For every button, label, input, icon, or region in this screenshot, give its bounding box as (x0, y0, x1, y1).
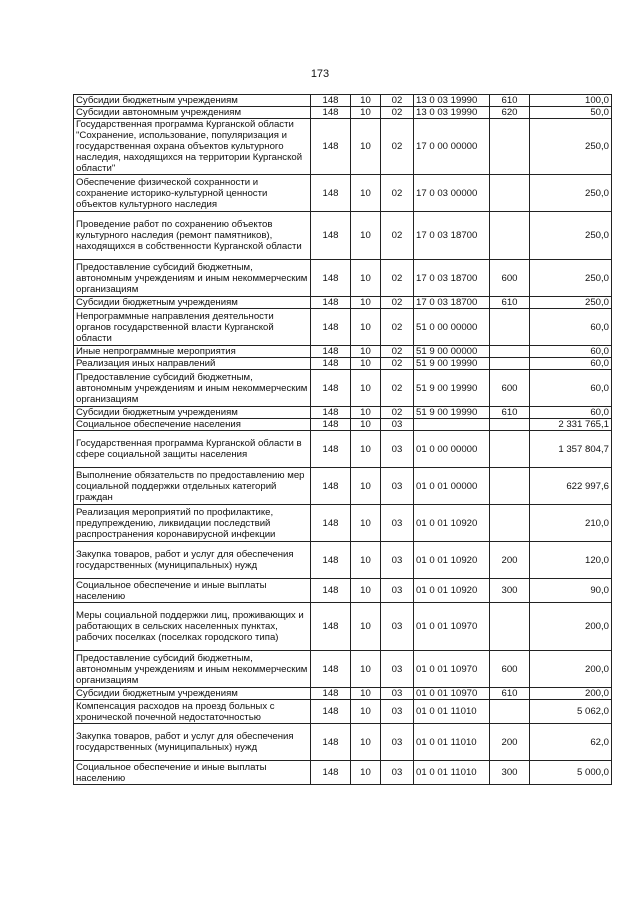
cell-name: Субсидии автономным учреждениям (74, 107, 311, 119)
cell-name: Непрограммные направления деятельности органов государственной власти Курганской области (74, 309, 311, 346)
cell-sum: 200,0 (530, 603, 612, 651)
cell-name: Субсидии бюджетным учреждениям (74, 688, 311, 700)
table-row (74, 724, 612, 761)
table-row (74, 309, 612, 346)
cell-rz: 10 (351, 346, 381, 358)
cell-csr: 01 0 01 11010 (414, 724, 490, 761)
cell-sum: 2 331 765,1 (530, 419, 612, 431)
table-row (74, 761, 612, 785)
cell-rz: 10 (351, 761, 381, 785)
cell-ved: 148 (311, 761, 351, 785)
table-row (74, 468, 612, 505)
cell-sum: 120,0 (530, 542, 612, 579)
table-row (74, 431, 612, 468)
cell-name: Меры социальной поддержки лиц, проживающих и работающих в сельских населенных пунктах, рабочих поселках (поселках городского типа) (74, 603, 311, 651)
cell-sum: 250,0 (530, 260, 612, 297)
cell-sum: 210,0 (530, 505, 612, 542)
cell-vr: 600 (490, 370, 530, 407)
cell-name: Социальное обеспечение и иные выплаты населению (74, 761, 311, 785)
cell-ved: 148 (311, 297, 351, 309)
cell-csr: 01 0 01 10920 (414, 542, 490, 579)
cell-name: Субсидии бюджетным учреждениям (74, 297, 311, 309)
cell-rz: 10 (351, 542, 381, 579)
cell-vr: 300 (490, 579, 530, 603)
cell-name: Предоставление субсидий бюджетным, автономным учреждениям и иным некоммерческим организациям (74, 260, 311, 297)
cell-csr: 01 0 01 10970 (414, 603, 490, 651)
cell-csr: 51 9 00 00000 (414, 346, 490, 358)
cell-ved: 148 (311, 370, 351, 407)
cell-pr: 02 (381, 260, 414, 297)
cell-sum: 200,0 (530, 688, 612, 700)
cell-rz: 10 (351, 419, 381, 431)
table-row (74, 107, 612, 119)
cell-sum: 250,0 (530, 297, 612, 309)
cell-vr (490, 212, 530, 260)
cell-rz: 10 (351, 688, 381, 700)
cell-name: Государственная программа Курганской области в сфере социальной защиты населения (74, 431, 311, 468)
cell-ved: 148 (311, 651, 351, 688)
cell-vr (490, 119, 530, 175)
cell-csr: 01 0 01 00000 (414, 468, 490, 505)
table-row (74, 579, 612, 603)
cell-name: Государственная программа Курганской области "Сохранение, использование, популяризация и государственная охрана объектов культурного наследия, находящихся на территории Курганской области" (74, 119, 311, 175)
cell-pr: 03 (381, 542, 414, 579)
cell-csr: 01 0 01 11010 (414, 761, 490, 785)
cell-vr (490, 346, 530, 358)
cell-pr: 03 (381, 688, 414, 700)
cell-sum: 62,0 (530, 724, 612, 761)
cell-csr: 51 9 00 19990 (414, 358, 490, 370)
cell-pr: 02 (381, 370, 414, 407)
cell-rz: 10 (351, 603, 381, 651)
cell-vr (490, 358, 530, 370)
cell-csr: 17 0 03 18700 (414, 212, 490, 260)
cell-name: Предоставление субсидий бюджетным, автономным учреждениям и иным некоммерческим организациям (74, 370, 311, 407)
cell-vr: 620 (490, 107, 530, 119)
cell-pr: 03 (381, 651, 414, 688)
cell-rz: 10 (351, 431, 381, 468)
cell-rz: 10 (351, 119, 381, 175)
cell-name: Иные непрограммные мероприятия (74, 346, 311, 358)
cell-pr: 02 (381, 212, 414, 260)
cell-sum: 60,0 (530, 370, 612, 407)
cell-pr: 02 (381, 309, 414, 346)
cell-ved: 148 (311, 688, 351, 700)
cell-pr: 03 (381, 603, 414, 651)
cell-name: Реализация иных направлений (74, 358, 311, 370)
cell-ved: 148 (311, 542, 351, 579)
cell-name: Субсидии бюджетным учреждениям (74, 407, 311, 419)
cell-sum: 250,0 (530, 119, 612, 175)
cell-ved: 148 (311, 309, 351, 346)
table-row (74, 419, 612, 431)
cell-name: Выполнение обязательств по предоставлению мер социальной поддержки отдельных категорий граждан (74, 468, 311, 505)
cell-pr: 02 (381, 297, 414, 309)
cell-csr: 01 0 00 00000 (414, 431, 490, 468)
cell-name: Компенсация расходов на проезд больных с хронической почечной недостаточностью (74, 700, 311, 724)
cell-pr: 02 (381, 407, 414, 419)
cell-vr (490, 309, 530, 346)
cell-vr (490, 419, 530, 431)
cell-sum: 60,0 (530, 346, 612, 358)
cell-sum: 250,0 (530, 212, 612, 260)
cell-ved: 148 (311, 468, 351, 505)
cell-ved: 148 (311, 358, 351, 370)
table-row (74, 260, 612, 297)
cell-vr: 200 (490, 724, 530, 761)
table-row (74, 212, 612, 260)
table-row (74, 95, 612, 107)
cell-pr: 02 (381, 358, 414, 370)
table-body (74, 95, 612, 785)
cell-vr: 300 (490, 761, 530, 785)
cell-name: Закупка товаров, работ и услуг для обеспечения государственных (муниципальных) нужд (74, 542, 311, 579)
cell-csr: 17 0 03 18700 (414, 297, 490, 309)
cell-name: Субсидии бюджетным учреждениям (74, 95, 311, 107)
cell-sum: 5 000,0 (530, 761, 612, 785)
cell-rz: 10 (351, 724, 381, 761)
table-row (74, 651, 612, 688)
cell-ved: 148 (311, 107, 351, 119)
cell-sum: 60,0 (530, 407, 612, 419)
table-row (74, 297, 612, 309)
cell-sum: 200,0 (530, 651, 612, 688)
cell-ved: 148 (311, 175, 351, 212)
cell-name: Реализация мероприятий по профилактике, предупреждению, ликвидации последствий распространения коронавирусной инфекции (74, 505, 311, 542)
cell-rz: 10 (351, 579, 381, 603)
cell-pr: 03 (381, 700, 414, 724)
cell-sum: 50,0 (530, 107, 612, 119)
table-row (74, 407, 612, 419)
cell-name: Проведение работ по сохранению объектов культурного наследия (ремонт памятников), находящихся в собственности Курганской области (74, 212, 311, 260)
cell-rz: 10 (351, 297, 381, 309)
table-row (74, 542, 612, 579)
cell-rz: 10 (351, 175, 381, 212)
table-row (74, 358, 612, 370)
table-row (74, 700, 612, 724)
cell-sum: 1 357 804,7 (530, 431, 612, 468)
cell-vr: 610 (490, 95, 530, 107)
cell-csr: 01 0 01 10970 (414, 688, 490, 700)
cell-vr (490, 468, 530, 505)
cell-rz: 10 (351, 107, 381, 119)
cell-rz: 10 (351, 309, 381, 346)
cell-name: Закупка товаров, работ и услуг для обеспечения государственных (муниципальных) нужд (74, 724, 311, 761)
cell-ved: 148 (311, 505, 351, 542)
cell-rz: 10 (351, 260, 381, 297)
cell-vr (490, 603, 530, 651)
cell-ved: 148 (311, 579, 351, 603)
cell-rz: 10 (351, 651, 381, 688)
cell-csr: 17 0 00 00000 (414, 119, 490, 175)
cell-csr: 01 0 01 10970 (414, 651, 490, 688)
cell-vr: 610 (490, 407, 530, 419)
cell-vr (490, 505, 530, 542)
table-row (74, 175, 612, 212)
cell-rz: 10 (351, 95, 381, 107)
cell-vr: 610 (490, 688, 530, 700)
table-row (74, 370, 612, 407)
cell-sum: 60,0 (530, 358, 612, 370)
cell-pr: 02 (381, 107, 414, 119)
cell-name: Предоставление субсидий бюджетным, автономным учреждениям и иным некоммерческим организациям (74, 651, 311, 688)
cell-sum: 5 062,0 (530, 700, 612, 724)
cell-name: Социальное обеспечение и иные выплаты населению (74, 579, 311, 603)
cell-pr: 03 (381, 505, 414, 542)
cell-vr: 200 (490, 542, 530, 579)
cell-vr: 610 (490, 297, 530, 309)
cell-name: Обеспечение физической сохранности и сохранение историко-культурной ценности объектов культурного наследия (74, 175, 311, 212)
cell-rz: 10 (351, 407, 381, 419)
cell-vr: 600 (490, 260, 530, 297)
cell-csr: 01 0 01 10920 (414, 505, 490, 542)
cell-sum: 622 997,6 (530, 468, 612, 505)
cell-pr: 03 (381, 468, 414, 505)
cell-ved: 148 (311, 700, 351, 724)
cell-ved: 148 (311, 95, 351, 107)
cell-ved: 148 (311, 212, 351, 260)
cell-pr: 03 (381, 724, 414, 761)
cell-pr: 02 (381, 175, 414, 212)
table-row (74, 603, 612, 651)
cell-sum: 90,0 (530, 579, 612, 603)
cell-vr (490, 175, 530, 212)
table-row (74, 688, 612, 700)
cell-csr: 51 9 00 19990 (414, 407, 490, 419)
cell-vr: 600 (490, 651, 530, 688)
cell-rz: 10 (351, 212, 381, 260)
budget-table (73, 94, 612, 785)
cell-csr (414, 419, 490, 431)
cell-pr: 03 (381, 419, 414, 431)
cell-rz: 10 (351, 370, 381, 407)
cell-ved: 148 (311, 724, 351, 761)
cell-pr: 03 (381, 431, 414, 468)
cell-csr: 13 0 03 19990 (414, 95, 490, 107)
cell-pr: 02 (381, 346, 414, 358)
cell-rz: 10 (351, 700, 381, 724)
cell-pr: 02 (381, 95, 414, 107)
cell-sum: 100,0 (530, 95, 612, 107)
cell-csr: 51 9 00 19990 (414, 370, 490, 407)
cell-ved: 148 (311, 419, 351, 431)
cell-sum: 250,0 (530, 175, 612, 212)
table-row (74, 505, 612, 542)
cell-rz: 10 (351, 358, 381, 370)
cell-ved: 148 (311, 431, 351, 468)
table-row (74, 346, 612, 358)
table-row (74, 119, 612, 175)
cell-ved: 148 (311, 346, 351, 358)
cell-csr: 17 0 03 00000 (414, 175, 490, 212)
cell-sum: 60,0 (530, 309, 612, 346)
cell-pr: 02 (381, 119, 414, 175)
cell-ved: 148 (311, 260, 351, 297)
cell-ved: 148 (311, 407, 351, 419)
cell-csr: 01 0 01 10920 (414, 579, 490, 603)
cell-vr (490, 700, 530, 724)
cell-ved: 148 (311, 603, 351, 651)
cell-rz: 10 (351, 505, 381, 542)
cell-csr: 17 0 03 18700 (414, 260, 490, 297)
cell-csr: 13 0 03 19990 (414, 107, 490, 119)
page-number: 173 (310, 68, 330, 80)
cell-pr: 03 (381, 579, 414, 603)
cell-rz: 10 (351, 468, 381, 505)
cell-vr (490, 431, 530, 468)
cell-name: Социальное обеспечение населения (74, 419, 311, 431)
cell-csr: 01 0 01 11010 (414, 700, 490, 724)
cell-csr: 51 0 00 00000 (414, 309, 490, 346)
cell-pr: 03 (381, 761, 414, 785)
cell-ved: 148 (311, 119, 351, 175)
